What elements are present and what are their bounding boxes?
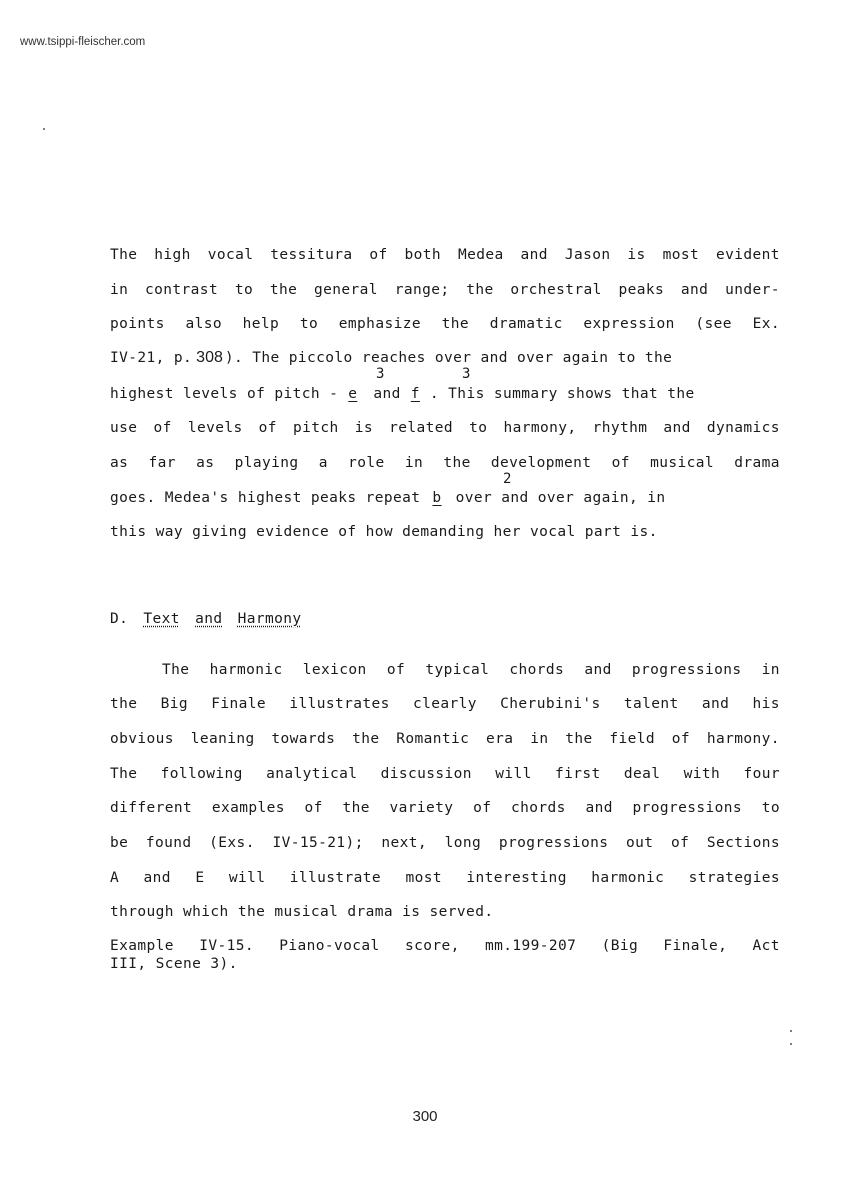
word: lexicon [302,662,367,678]
octave-superscript: 3 [376,366,385,382]
word: A [110,870,120,886]
word: talent [623,696,679,712]
word: Cherubini's [500,696,601,712]
word: under- [725,282,780,298]
page-number: 300 [412,1108,438,1125]
word: contrast [145,282,219,298]
word: of [473,800,492,816]
word: IV-15. [199,938,254,954]
word: illustrate [289,870,382,886]
word: deal [623,766,661,782]
word: of [386,662,406,678]
section-label: D. [110,611,129,627]
word: to [234,282,254,298]
text-line [110,694,780,714]
word: will [228,870,266,886]
word: Piano-vocal [279,938,380,954]
text-line: through which the musical drama is served. [110,904,494,920]
text-line [110,245,780,265]
word: (see [695,316,732,332]
word: emphasize [338,316,421,332]
word: and [680,282,709,298]
word: different [110,800,193,816]
word: The [162,662,190,678]
word: the [269,282,298,298]
scan-speck [790,1030,792,1032]
word: analytical [266,766,358,782]
word: Finale [211,696,267,712]
word: with [683,766,721,782]
word: Example [110,938,174,954]
pitch-note: f [410,386,420,402]
word: Big [160,696,189,712]
word: of [153,420,172,436]
word: musical [650,455,714,471]
word: playing [234,455,299,471]
word: and [663,420,691,436]
section-title-word: Harmony [237,611,302,627]
word: most [662,247,700,263]
text-line [110,418,780,438]
word: of [611,455,630,471]
word: peaks [618,282,665,298]
word: Romantic [396,731,470,747]
word: score, [404,938,460,954]
word: in [404,455,424,471]
word: role [348,455,385,471]
word: and [143,870,171,886]
word: to [299,316,319,332]
word: also [185,316,222,332]
word: of [258,420,277,436]
word: leaning [190,731,255,747]
word: in [530,731,549,747]
text-line: highest levels of pitch - e and f . This summary shows that the [110,386,695,402]
scan-speck [790,1043,792,1045]
word: related [389,420,454,436]
text-line [110,314,780,334]
word: four [743,766,780,782]
word: Act [752,938,780,954]
word: and [701,696,730,712]
word: development [490,455,592,471]
word: progressions [632,800,743,816]
page-reference: 308 [196,349,223,366]
text-line [162,660,780,680]
word: long [444,835,482,851]
caption-line: III, Scene 3). [110,956,238,972]
word: following [160,766,243,782]
text-line [110,868,780,888]
word: strategies [688,870,780,886]
word: help [242,316,280,332]
text-line: IV-21, p. 308 ). The piccolo reaches over and over again to the [110,349,673,366]
word: both [404,247,442,263]
text-line [110,280,780,300]
word: in [110,282,129,298]
word: progressions [498,835,609,851]
word: the [441,316,470,332]
word: rhythm [592,420,648,436]
octave-superscript: 2 [503,471,512,487]
word: mm.199-207 [484,938,577,954]
word: and [584,662,612,678]
word: E [195,870,205,886]
word: vocal [207,247,254,263]
word: range; [394,282,450,298]
text-line [110,833,780,853]
word: as [196,455,215,471]
word: and [520,247,548,263]
word: will [495,766,532,782]
word: examples [211,800,285,816]
word: the [352,731,380,747]
section-heading [110,609,302,629]
word: levels [187,420,243,436]
word: far [148,455,176,471]
word: be [110,835,129,851]
word: drama [734,455,780,471]
word: to [761,800,780,816]
word: chords [511,800,566,816]
caption-line [110,937,780,955]
word: IV-15-21); [272,835,364,851]
word: first [554,766,601,782]
section-title-word: and [195,611,223,627]
pitch-note: e [348,386,358,402]
word: out [626,835,654,851]
text-line [110,729,780,749]
text-line [110,798,780,818]
word: towards [271,731,336,747]
word: the [443,455,471,471]
word: Jason [564,247,611,263]
word: of [304,800,323,816]
word: found [145,835,192,851]
word: the [342,800,370,816]
word: to [469,420,488,436]
word: typical [425,662,490,678]
word: is [354,420,374,436]
section-title-word: Text [143,611,180,627]
word: era [486,731,514,747]
word: of [671,731,691,747]
word: (Exs. [209,835,255,851]
word: his [752,696,780,712]
word: harmony, [503,420,577,436]
word: variety [389,800,454,816]
word: interesting [466,870,567,886]
word: Ex. [752,316,780,332]
word: field [609,731,656,747]
word: Finale, [663,938,728,954]
word: expression [583,316,675,332]
text-line [110,764,780,784]
word: is [627,247,646,263]
text-line [110,453,780,473]
word: orchestral [510,282,602,298]
octave-superscript: 3 [462,366,471,382]
word: the [110,696,138,712]
word: as [110,455,129,471]
word: harmonic [591,870,665,886]
word: Sections [706,835,780,851]
word: (Big [601,938,639,954]
word: general [314,282,378,298]
word: harmony. [706,731,780,747]
word: dramatic [489,316,563,332]
word: chords [509,662,565,678]
website-watermark[interactable]: www.tsippi-fleischer.com [20,36,146,48]
word: most [405,870,442,886]
word: illustrates [289,696,390,712]
word: a [318,455,328,471]
text-line: this way giving evidence of how demanding her vocal part is. [110,524,658,540]
word: dynamics [706,420,780,436]
word: The [110,766,138,782]
word: the [565,731,593,747]
pitch-note: b [432,490,442,506]
text-line: goes. Medea's highest peaks repeat b over and over again, in [110,490,666,506]
word: Medea [457,247,504,263]
word: the [466,282,494,298]
word: of [369,247,388,263]
word: obvious [110,731,174,747]
word: next, [381,835,428,851]
word: harmonic [209,662,283,678]
scan-speck [43,128,45,130]
word: use [110,420,138,436]
word: and [585,800,613,816]
word: points [110,316,165,332]
word: progressions [631,662,742,678]
word: evident [716,247,780,263]
word: pitch [293,420,339,436]
word: tessitura [270,247,353,263]
word: discussion [380,766,472,782]
word: The [110,247,138,263]
word: high [154,247,191,263]
word: in [761,662,780,678]
word: of [671,835,690,851]
word: clearly [413,696,477,712]
